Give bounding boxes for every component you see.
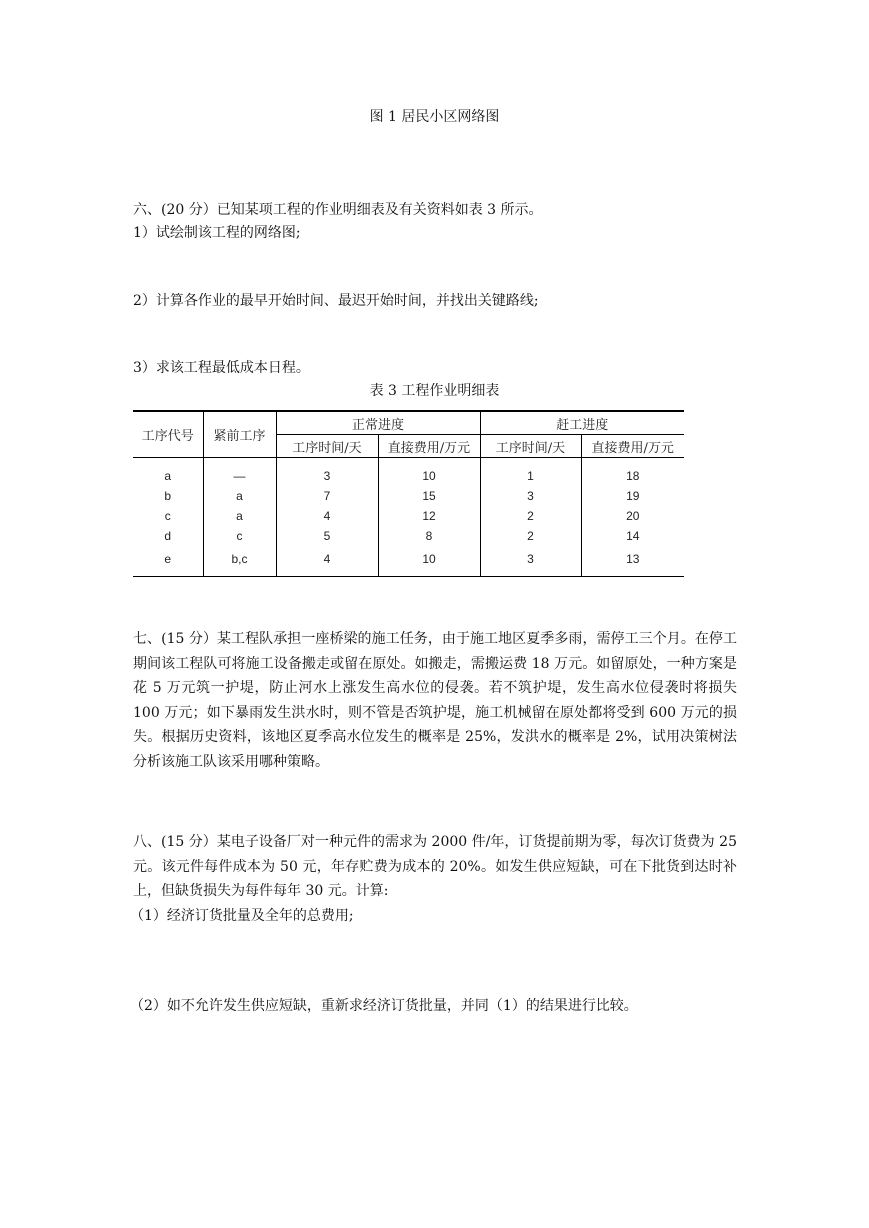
- cell-normal-time: 4: [276, 546, 378, 577]
- cell-normal-cost: 10: [378, 546, 480, 577]
- table-row: [133, 526, 684, 546]
- cell-code: d: [164, 529, 172, 543]
- cell-code: a: [164, 469, 172, 483]
- cell-pred: —: [203, 458, 276, 487]
- cell-normal-time: 7: [276, 486, 378, 506]
- normal-time-header: 工序时间/天: [276, 435, 378, 458]
- cell-pred: a: [203, 506, 276, 526]
- cell-normal-cost: 15: [378, 486, 480, 506]
- cell-normal-time: 4: [276, 506, 378, 526]
- col-code-header: 工序代号: [133, 411, 203, 458]
- group-normal-header: 正常进度: [276, 411, 480, 435]
- normal-cost-header: 直接费用/万元: [378, 435, 480, 458]
- q6-part1: 1）试绘制该工程的网络图;: [133, 225, 301, 241]
- table-row: [133, 458, 684, 487]
- q8-paragraph: 八、(15 分）某电子设备厂对一种元件的需求为 2000 件/年，订货提前期为零，每次订货费为 25 元。该元件每件成本为 50 元，年存贮费为成本的 20%。如发生供应短缺，可在下批货到达时补上，但缺货损失为每件每年 30 元。计算:: [133, 834, 737, 899]
- cell-normal-cost: 12: [378, 506, 480, 526]
- cell-rush-time: 2: [480, 526, 581, 546]
- group-rush-header: 赶工进度: [480, 411, 684, 435]
- q8-part2: （2）如不允许发生供应短缺，重新求经济订货批量，并同（1）的结果进行比较。: [130, 998, 638, 1014]
- cell-rush-cost: 20: [581, 506, 684, 526]
- work-table: [133, 410, 684, 577]
- figure-caption: 图 1 居民小区网络图: [369, 109, 500, 125]
- cell-rush-cost: 14: [581, 526, 684, 546]
- cell-normal-cost: 10: [378, 458, 480, 487]
- cell-rush-time: 3: [480, 546, 581, 577]
- col-pred-header: 紧前工序: [203, 411, 276, 458]
- table-row: [133, 546, 684, 577]
- table-caption: 表 3 工程作业明细表: [369, 383, 500, 399]
- cell-pred: c: [203, 526, 276, 546]
- cell-pred: a: [203, 486, 276, 506]
- cell-rush-cost: 18: [581, 458, 684, 487]
- cell-rush-time: 3: [480, 486, 581, 506]
- cell-pred: b,c: [203, 546, 276, 577]
- cell-rush-time: 2: [480, 506, 581, 526]
- q8-part1: （1）经济订货批量及全年的总费用;: [130, 908, 354, 924]
- cell-code: b: [164, 489, 172, 503]
- table-row: [133, 506, 684, 526]
- cell-rush-cost: 13: [581, 546, 684, 577]
- rush-time-header: 工序时间/天: [480, 435, 581, 458]
- cell-code: e: [164, 552, 172, 566]
- q7-paragraph: 七、(15 分）某工程队承担一座桥梁的施工任务，由于施工地区夏季多雨，需停工三个月。在停工期间该工程队可将施工设备搬走或留在原处。如搬走，需搬运费 18 万元。如留原处，一种方案是花 5 万元筑一护堤，防止河水上涨发生高水位的侵袭。若不筑护堤，发生高水位侵袭时将损失 100 万元；如下暴雨发生洪水时，则不管是否筑护堤，施工机械留在原处都将受到 600 万元的损失。根据历史资料，该地区夏季高水位发生的概率是 25%，发洪水的概率是 2%，试用决策树法分析该施工队该采用哪种策略。: [133, 631, 737, 770]
- table-row: [133, 486, 684, 506]
- rush-cost-header: 直接费用/万元: [581, 435, 684, 458]
- q6-part2: 2）计算各作业的最早开始时间、最迟开始时间，并找出关键路线;: [133, 293, 539, 309]
- cell-rush-time: 1: [480, 458, 581, 487]
- cell-normal-time: 5: [276, 526, 378, 546]
- cell-code: c: [164, 509, 171, 523]
- q6-header: 六、(20 分）已知某项工程的作业明细表及有关资料如表 3 所示。: [133, 202, 543, 218]
- q6-part3: 3）求该工程最低成本日程。: [133, 360, 310, 376]
- cell-rush-cost: 19: [581, 486, 684, 506]
- cell-normal-cost: 8: [378, 526, 480, 546]
- cell-normal-time: 3: [276, 458, 378, 487]
